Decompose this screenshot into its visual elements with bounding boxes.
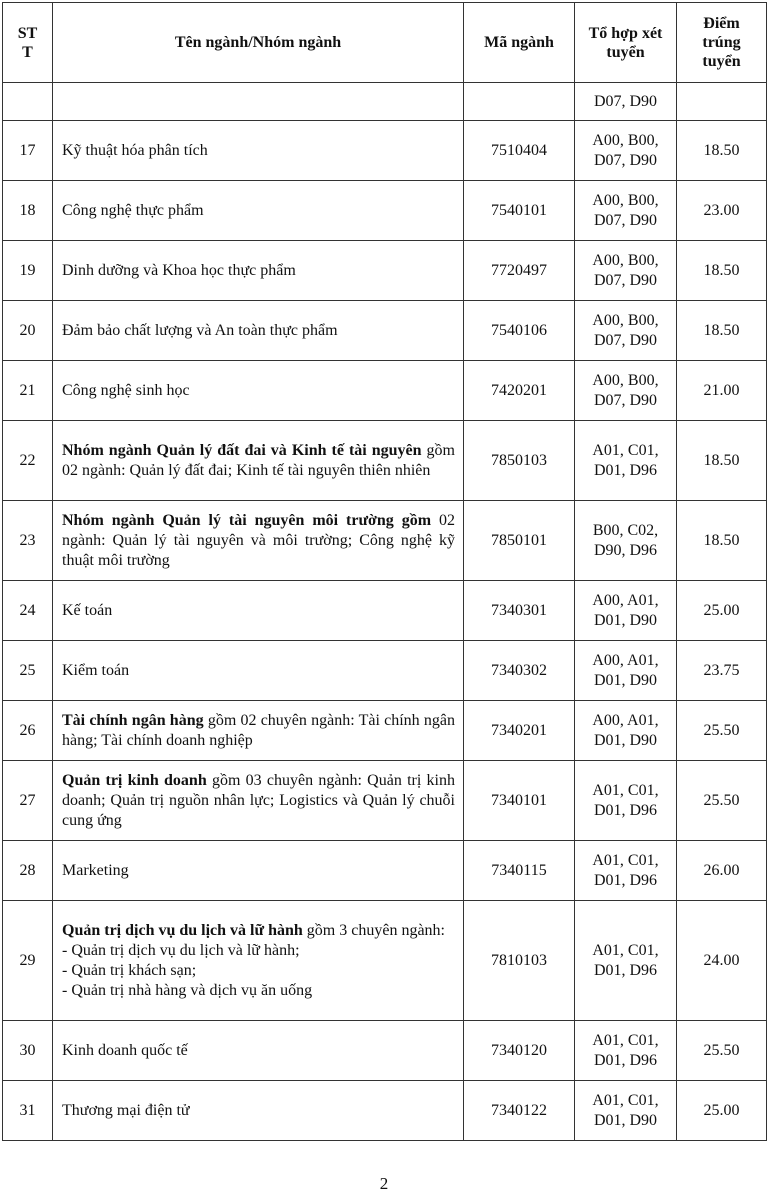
program-name-bold: Tài chính ngân hàng (62, 711, 204, 729)
cell-program-code: 7340301 (464, 581, 575, 641)
combo-line: D07, D90 (593, 92, 658, 110)
cell-stt: 23 (3, 501, 53, 581)
table-row (3, 361, 767, 421)
program-name-bold: Quản trị kinh doanh (62, 771, 207, 789)
table-row (3, 83, 767, 121)
program-name-text: Kiểm toán (62, 661, 130, 679)
cell-subject-combos (575, 421, 677, 501)
table-row (3, 901, 767, 1021)
combo-line: D01, D96 (593, 801, 658, 819)
cell-stt: 18 (3, 181, 53, 241)
cell-program-name (53, 761, 464, 841)
cell-program-code: 7720497 (464, 241, 575, 301)
table-row (3, 301, 767, 361)
cell-stt: 20 (3, 301, 53, 361)
cell-subject-combos (575, 901, 677, 1021)
combo-line: A01, C01, (592, 1091, 659, 1109)
cell-program-code: 7340115 (464, 841, 575, 901)
combo-line: A00, B00, (592, 371, 659, 389)
combo-line: D07, D90 (593, 331, 658, 349)
cell-subject-combos (575, 1021, 677, 1081)
combo-line: A01, C01, (592, 851, 659, 869)
combo-line: A01, C01, (592, 441, 659, 459)
cell-program-code: 7340101 (464, 761, 575, 841)
cell-subject-combos (575, 501, 677, 581)
cell-stt: 31 (3, 1081, 53, 1141)
combo-line: D01, D90 (593, 671, 658, 689)
table-row (3, 1021, 767, 1081)
cell-program-name (53, 181, 464, 241)
cell-subject-combos (575, 241, 677, 301)
combo-line: A01, C01, (592, 781, 659, 799)
combo-line: A00, B00, (592, 191, 659, 209)
cell-program-code: 7340122 (464, 1081, 575, 1141)
cell-program-name (53, 641, 464, 701)
combo-line: D01, D90 (593, 731, 658, 749)
program-name-text: Kế toán (62, 601, 113, 619)
cell-score: 18.50 (677, 421, 767, 501)
cell-program-code: 7340120 (464, 1021, 575, 1081)
table-body (3, 83, 767, 1141)
combo-line: B00, C02, (592, 521, 659, 539)
header-stt-text: ST T (17, 24, 38, 61)
table-row (3, 121, 767, 181)
cell-score: 25.00 (677, 1081, 767, 1141)
program-name-text: Đảm bảo chất lượng và An toàn thực phẩm (62, 321, 338, 339)
cell-score: 25.50 (677, 701, 767, 761)
cell-program-name (53, 1081, 464, 1141)
page-number: 2 (379, 1174, 389, 1193)
combo-line: A01, C01, (592, 941, 659, 959)
combo-line: D01, D96 (593, 871, 658, 889)
cell-program-code: 7340201 (464, 701, 575, 761)
combo-line: D01, D96 (593, 1051, 658, 1069)
cell-score: 26.00 (677, 841, 767, 901)
program-name-text: gồm 02 chuyên ngành: Tài chính ngân hàng; Tài chính doanh nghiệp (62, 711, 456, 749)
cell-stt: 29 (3, 901, 53, 1021)
cell-stt: 22 (3, 421, 53, 501)
cell-stt: 21 (3, 361, 53, 421)
cell-program-code: 7540101 (464, 181, 575, 241)
header-score: Điểm trúng tuyển (677, 3, 767, 83)
header-code: Mã ngành (464, 3, 575, 83)
cell-score: 25.00 (677, 581, 767, 641)
cell-stt: 17 (3, 121, 53, 181)
table-row (3, 581, 767, 641)
table-row (3, 421, 767, 501)
cell-stt: 24 (3, 581, 53, 641)
combo-line: A00, A01, (592, 591, 659, 609)
program-name-bold: Quản trị dịch vụ du lịch và lữ hành (62, 921, 303, 939)
cell-stt (3, 83, 53, 121)
cell-subject-combos (575, 121, 677, 181)
cell-program-name (53, 501, 464, 581)
cell-program-code (464, 83, 575, 121)
cell-subject-combos (575, 181, 677, 241)
cell-program-name (53, 361, 464, 421)
cell-program-name (53, 701, 464, 761)
cell-score: 21.00 (677, 361, 767, 421)
cell-score (677, 83, 767, 121)
program-name-text: Kinh doanh quốc tế (62, 1041, 188, 1059)
combo-line: D90, D96 (593, 541, 658, 559)
cell-score: 18.50 (677, 241, 767, 301)
cell-subject-combos (575, 83, 677, 121)
header-row (3, 3, 767, 83)
combo-line: A00, B00, (592, 251, 659, 269)
table-row (3, 241, 767, 301)
cell-stt: 26 (3, 701, 53, 761)
combo-line: A00, B00, (592, 131, 659, 149)
program-name-text: - Quản trị dịch vụ du lịch và lữ hành; (62, 941, 300, 959)
program-name-text: Thương mại điện tử (62, 1101, 190, 1119)
cell-program-name (53, 241, 464, 301)
program-name-text: - Quản trị nhà hàng và dịch vụ ăn uống (62, 981, 313, 999)
combo-line: D01, D96 (593, 961, 658, 979)
program-name-bold: Nhóm ngành Quản lý đất đai và Kinh tế tài nguyên (62, 441, 422, 459)
header-name: Tên ngành/Nhóm ngành (53, 3, 464, 83)
table-row (3, 841, 767, 901)
program-name-text: 02 ngành: Quản lý tài nguyên và môi trường; Công nghệ kỹ thuật môi trường (62, 511, 456, 569)
table-row (3, 1081, 767, 1141)
program-name-text: Kỹ thuật hóa phân tích (62, 141, 208, 159)
cell-program-name (53, 301, 464, 361)
cell-score: 25.50 (677, 761, 767, 841)
combo-line: D01, D90 (593, 611, 658, 629)
cell-subject-combos (575, 1081, 677, 1141)
cell-program-code: 7510404 (464, 121, 575, 181)
cell-program-code: 7340302 (464, 641, 575, 701)
cell-score: 18.50 (677, 301, 767, 361)
cell-stt: 27 (3, 761, 53, 841)
program-name-text: gồm 03 chuyên ngành: Quản trị kinh doanh; Quản trị nguồn nhân lực; Logistics và Quản lý chuỗi cung ứng (62, 771, 456, 829)
table-row (3, 761, 767, 841)
cell-subject-combos (575, 361, 677, 421)
cell-program-name (53, 901, 464, 1021)
cell-program-code: 7850103 (464, 421, 575, 501)
combo-line: D07, D90 (593, 271, 658, 289)
cell-stt: 28 (3, 841, 53, 901)
cell-program-name (53, 83, 464, 121)
program-name-text: - Quản trị khách sạn; (62, 961, 197, 979)
admission-score-table (2, 2, 767, 1141)
cell-program-code: 7540106 (464, 301, 575, 361)
table-row (3, 181, 767, 241)
cell-score: 18.50 (677, 121, 767, 181)
table-row (3, 501, 767, 581)
cell-subject-combos (575, 761, 677, 841)
cell-subject-combos (575, 301, 677, 361)
cell-program-code: 7850101 (464, 501, 575, 581)
combo-line: D07, D90 (593, 211, 658, 229)
cell-subject-combos (575, 841, 677, 901)
cell-subject-combos (575, 641, 677, 701)
cell-score: 18.50 (677, 501, 767, 581)
cell-program-name (53, 421, 464, 501)
combo-line: A00, B00, (592, 311, 659, 329)
program-name-bold: Nhóm ngành Quản lý tài nguyên môi trường gồm (62, 511, 432, 529)
cell-program-name (53, 1021, 464, 1081)
cell-program-name (53, 581, 464, 641)
cell-score: 23.00 (677, 181, 767, 241)
program-name-text: Dinh dưỡng và Khoa học thực phẩm (62, 261, 296, 279)
program-name-text: Công nghệ thực phẩm (62, 201, 204, 219)
cell-subject-combos (575, 701, 677, 761)
cell-stt: 30 (3, 1021, 53, 1081)
table-row (3, 641, 767, 701)
cell-program-code: 7420201 (464, 361, 575, 421)
program-name-text: gồm 02 ngành: Quản lý đất đai; Kinh tế tài nguyên thiên nhiên (62, 441, 456, 479)
program-name-text: Công nghệ sinh học (62, 381, 190, 399)
combo-line: D07, D90 (593, 391, 658, 409)
cell-stt: 19 (3, 241, 53, 301)
table-row (3, 701, 767, 761)
header-combo: Tổ hợp xét tuyển (575, 3, 677, 83)
combo-line: A00, A01, (592, 711, 659, 729)
combo-line: D07, D90 (593, 151, 658, 169)
cell-program-name (53, 841, 464, 901)
cell-program-name (53, 121, 464, 181)
program-name-text: Marketing (62, 861, 129, 879)
program-name-text: gồm 3 chuyên ngành: (302, 921, 445, 939)
header-stt (3, 3, 53, 83)
combo-line: A01, C01, (592, 1031, 659, 1049)
cell-score: 23.75 (677, 641, 767, 701)
cell-program-code: 7810103 (464, 901, 575, 1021)
combo-line: A00, A01, (592, 651, 659, 669)
combo-line: D01, D96 (593, 461, 658, 479)
cell-score: 25.50 (677, 1021, 767, 1081)
cell-stt: 25 (3, 641, 53, 701)
cell-score: 24.00 (677, 901, 767, 1021)
cell-subject-combos (575, 581, 677, 641)
combo-line: D01, D90 (593, 1111, 658, 1129)
